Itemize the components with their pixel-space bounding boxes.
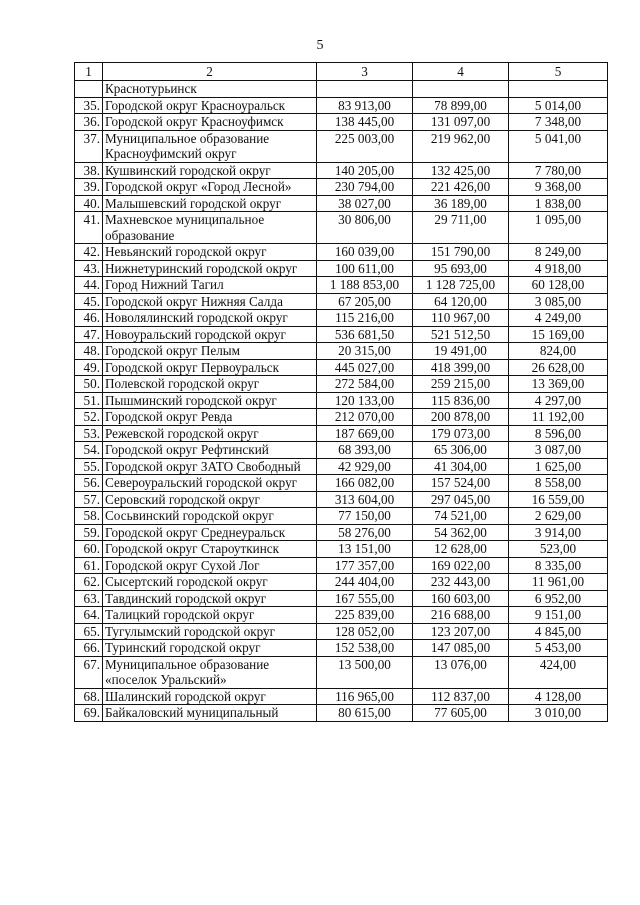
value-col-3: 160 039,00 bbox=[317, 244, 413, 261]
row-number: 61. bbox=[75, 557, 103, 574]
value-col-5: 3 010,00 bbox=[509, 705, 608, 722]
value-col-5: 1 838,00 bbox=[509, 195, 608, 212]
value-col-4: 65 306,00 bbox=[413, 442, 509, 459]
table-row bbox=[75, 130, 608, 162]
municipality-name: Городской округ Пелым bbox=[103, 343, 317, 360]
table-row bbox=[75, 557, 608, 574]
value-col-3: 445 027,00 bbox=[317, 359, 413, 376]
value-col-4: 151 790,00 bbox=[413, 244, 509, 261]
municipality-name: Городской округ Рефтинский bbox=[103, 442, 317, 459]
municipality-name: Городской округ ЗАТО Свободный bbox=[103, 458, 317, 475]
table-row bbox=[75, 162, 608, 179]
value-col-5: 13 369,00 bbox=[509, 376, 608, 393]
value-col-4: 1 128 725,00 bbox=[413, 277, 509, 294]
row-number: 48. bbox=[75, 343, 103, 360]
value-col-5: 523,00 bbox=[509, 541, 608, 558]
value-col-5: 1 095,00 bbox=[509, 212, 608, 244]
value-col-4: 54 362,00 bbox=[413, 524, 509, 541]
table-row bbox=[75, 590, 608, 607]
budget-table bbox=[74, 62, 608, 722]
value-col-4: 157 524,00 bbox=[413, 475, 509, 492]
table-row bbox=[75, 195, 608, 212]
value-col-3: 177 357,00 bbox=[317, 557, 413, 574]
value-col-5 bbox=[509, 81, 608, 98]
table-row bbox=[75, 392, 608, 409]
table-row bbox=[75, 524, 608, 541]
value-col-3: 38 027,00 bbox=[317, 195, 413, 212]
row-number: 59. bbox=[75, 524, 103, 541]
value-col-3: 58 276,00 bbox=[317, 524, 413, 541]
row-number: 39. bbox=[75, 179, 103, 196]
municipality-name: Махневское муниципальное образование bbox=[103, 212, 317, 244]
value-col-4: 123 207,00 bbox=[413, 623, 509, 640]
value-col-5: 3 914,00 bbox=[509, 524, 608, 541]
value-col-5: 4 128,00 bbox=[509, 688, 608, 705]
municipality-name: Городской округ «Город Лесной» bbox=[103, 179, 317, 196]
table-row bbox=[75, 409, 608, 426]
row-number: 40. bbox=[75, 195, 103, 212]
row-number: 64. bbox=[75, 607, 103, 624]
value-col-3: 244 404,00 bbox=[317, 574, 413, 591]
value-col-5: 5 014,00 bbox=[509, 97, 608, 114]
row-number: 43. bbox=[75, 260, 103, 277]
table-row bbox=[75, 607, 608, 624]
municipality-name: Режевской городской округ bbox=[103, 425, 317, 442]
table-row bbox=[75, 508, 608, 525]
value-col-3: 128 052,00 bbox=[317, 623, 413, 640]
value-col-5: 9 368,00 bbox=[509, 179, 608, 196]
row-number bbox=[75, 81, 103, 98]
value-col-5: 60 128,00 bbox=[509, 277, 608, 294]
value-col-4: 115 836,00 bbox=[413, 392, 509, 409]
header-col-4: 4 bbox=[413, 63, 509, 81]
row-number: 46. bbox=[75, 310, 103, 327]
municipality-name: Малышевский городской округ bbox=[103, 195, 317, 212]
municipality-name: Пышминский городской округ bbox=[103, 392, 317, 409]
table-row bbox=[75, 458, 608, 475]
value-col-3: 313 604,00 bbox=[317, 491, 413, 508]
value-col-4: 95 693,00 bbox=[413, 260, 509, 277]
header-col-3: 3 bbox=[317, 63, 413, 81]
value-col-3: 138 445,00 bbox=[317, 114, 413, 131]
value-col-3: 225 839,00 bbox=[317, 607, 413, 624]
header-col-1: 1 bbox=[75, 63, 103, 81]
value-col-3: 13 500,00 bbox=[317, 656, 413, 688]
municipality-name: Нижнетуринский городской округ bbox=[103, 260, 317, 277]
row-number: 56. bbox=[75, 475, 103, 492]
value-col-5: 16 559,00 bbox=[509, 491, 608, 508]
value-col-4: 160 603,00 bbox=[413, 590, 509, 607]
table-row bbox=[75, 574, 608, 591]
value-col-5: 4 297,00 bbox=[509, 392, 608, 409]
value-col-4: 77 605,00 bbox=[413, 705, 509, 722]
value-col-3: 100 611,00 bbox=[317, 260, 413, 277]
table-row bbox=[75, 114, 608, 131]
value-col-4: 36 189,00 bbox=[413, 195, 509, 212]
row-number: 55. bbox=[75, 458, 103, 475]
municipality-name: Городской округ Ревда bbox=[103, 409, 317, 426]
table-row bbox=[75, 343, 608, 360]
value-col-3: 83 913,00 bbox=[317, 97, 413, 114]
municipality-name: Полевской городской округ bbox=[103, 376, 317, 393]
value-col-4: 41 304,00 bbox=[413, 458, 509, 475]
value-col-3: 1 188 853,00 bbox=[317, 277, 413, 294]
value-col-3: 187 669,00 bbox=[317, 425, 413, 442]
municipality-name: Городской округ Староуткинск bbox=[103, 541, 317, 558]
value-col-3: 42 929,00 bbox=[317, 458, 413, 475]
municipality-name: Муниципальное образование Красноуфимский округ bbox=[103, 130, 317, 162]
value-col-4: 132 425,00 bbox=[413, 162, 509, 179]
value-col-5: 8 335,00 bbox=[509, 557, 608, 574]
row-number: 67. bbox=[75, 656, 103, 688]
municipality-name: Байкаловский муниципальный bbox=[103, 705, 317, 722]
table-row bbox=[75, 97, 608, 114]
value-col-4: 74 521,00 bbox=[413, 508, 509, 525]
value-col-4: 13 076,00 bbox=[413, 656, 509, 688]
municipality-name: Талицкий городской округ bbox=[103, 607, 317, 624]
value-col-4: 179 073,00 bbox=[413, 425, 509, 442]
municipality-name: Сосьвинский городской округ bbox=[103, 508, 317, 525]
row-number: 52. bbox=[75, 409, 103, 426]
value-col-3: 167 555,00 bbox=[317, 590, 413, 607]
value-col-4: 200 878,00 bbox=[413, 409, 509, 426]
table-row bbox=[75, 359, 608, 376]
value-col-3: 225 003,00 bbox=[317, 130, 413, 162]
municipality-name: Кушвинский городской округ bbox=[103, 162, 317, 179]
value-col-3: 212 070,00 bbox=[317, 409, 413, 426]
municipality-name: Шалинский городской округ bbox=[103, 688, 317, 705]
value-col-3: 116 965,00 bbox=[317, 688, 413, 705]
row-number: 68. bbox=[75, 688, 103, 705]
municipality-name: Муниципальное образование «поселок Уральский» bbox=[103, 656, 317, 688]
municipality-name: Городской округ Нижняя Салда bbox=[103, 293, 317, 310]
row-number: 50. bbox=[75, 376, 103, 393]
table-row bbox=[75, 475, 608, 492]
row-number: 66. bbox=[75, 640, 103, 657]
value-col-5: 824,00 bbox=[509, 343, 608, 360]
value-col-4: 64 120,00 bbox=[413, 293, 509, 310]
value-col-5: 15 169,00 bbox=[509, 326, 608, 343]
table-row bbox=[75, 310, 608, 327]
value-col-3: 272 584,00 bbox=[317, 376, 413, 393]
value-col-3: 67 205,00 bbox=[317, 293, 413, 310]
value-col-4: 232 443,00 bbox=[413, 574, 509, 591]
value-col-4: 110 967,00 bbox=[413, 310, 509, 327]
page-number: 5 bbox=[316, 38, 324, 53]
value-col-4: 297 045,00 bbox=[413, 491, 509, 508]
municipality-name: Серовский городской округ bbox=[103, 491, 317, 508]
value-col-4: 219 962,00 bbox=[413, 130, 509, 162]
table-row bbox=[75, 212, 608, 244]
row-number: 49. bbox=[75, 359, 103, 376]
value-col-5: 1 625,00 bbox=[509, 458, 608, 475]
row-number: 38. bbox=[75, 162, 103, 179]
value-col-5: 7 348,00 bbox=[509, 114, 608, 131]
value-col-3: 536 681,50 bbox=[317, 326, 413, 343]
value-col-5: 6 952,00 bbox=[509, 590, 608, 607]
municipality-name: Североуральский городской округ bbox=[103, 475, 317, 492]
value-col-4: 259 215,00 bbox=[413, 376, 509, 393]
value-col-3: 30 806,00 bbox=[317, 212, 413, 244]
value-col-4: 78 899,00 bbox=[413, 97, 509, 114]
value-col-5: 8 596,00 bbox=[509, 425, 608, 442]
table-row bbox=[75, 376, 608, 393]
row-number: 65. bbox=[75, 623, 103, 640]
value-col-5: 2 629,00 bbox=[509, 508, 608, 525]
table-row bbox=[75, 425, 608, 442]
value-col-3 bbox=[317, 81, 413, 98]
table-row bbox=[75, 705, 608, 722]
table-row bbox=[75, 688, 608, 705]
table-row bbox=[75, 179, 608, 196]
value-col-5: 4 845,00 bbox=[509, 623, 608, 640]
table-row bbox=[75, 656, 608, 688]
row-number: 41. bbox=[75, 212, 103, 244]
value-col-5: 11 961,00 bbox=[509, 574, 608, 591]
municipality-name: Туринский городской округ bbox=[103, 640, 317, 657]
value-col-4: 216 688,00 bbox=[413, 607, 509, 624]
municipality-name: Городской округ Среднеуральск bbox=[103, 524, 317, 541]
value-col-3: 152 538,00 bbox=[317, 640, 413, 657]
value-col-4: 19 491,00 bbox=[413, 343, 509, 360]
value-col-3: 68 393,00 bbox=[317, 442, 413, 459]
table-body bbox=[75, 81, 608, 722]
table-row bbox=[75, 260, 608, 277]
table-row bbox=[75, 640, 608, 657]
value-col-5: 3 085,00 bbox=[509, 293, 608, 310]
row-number: 45. bbox=[75, 293, 103, 310]
table-row bbox=[75, 81, 608, 98]
municipality-name: Тугулымский городской округ bbox=[103, 623, 317, 640]
value-col-4: 112 837,00 bbox=[413, 688, 509, 705]
table-header-row bbox=[75, 63, 608, 81]
value-col-5: 11 192,00 bbox=[509, 409, 608, 426]
row-number: 63. bbox=[75, 590, 103, 607]
value-col-4: 147 085,00 bbox=[413, 640, 509, 657]
value-col-4: 131 097,00 bbox=[413, 114, 509, 131]
value-col-5: 26 628,00 bbox=[509, 359, 608, 376]
municipality-name: Городской округ Красноуфимск bbox=[103, 114, 317, 131]
row-number: 58. bbox=[75, 508, 103, 525]
value-col-3: 230 794,00 bbox=[317, 179, 413, 196]
value-col-3: 120 133,00 bbox=[317, 392, 413, 409]
table-row bbox=[75, 623, 608, 640]
table-row bbox=[75, 541, 608, 558]
value-col-4 bbox=[413, 81, 509, 98]
value-col-3: 115 216,00 bbox=[317, 310, 413, 327]
row-number: 60. bbox=[75, 541, 103, 558]
value-col-4: 12 628,00 bbox=[413, 541, 509, 558]
value-col-3: 80 615,00 bbox=[317, 705, 413, 722]
municipality-name: Городской округ Сухой Лог bbox=[103, 557, 317, 574]
municipality-name: Новолялинский городской округ bbox=[103, 310, 317, 327]
value-col-3: 140 205,00 bbox=[317, 162, 413, 179]
value-col-3: 20 315,00 bbox=[317, 343, 413, 360]
value-col-4: 521 512,50 bbox=[413, 326, 509, 343]
table-row bbox=[75, 491, 608, 508]
table-row bbox=[75, 293, 608, 310]
row-number: 35. bbox=[75, 97, 103, 114]
municipality-name: Тавдинский городской округ bbox=[103, 590, 317, 607]
value-col-5: 4 918,00 bbox=[509, 260, 608, 277]
municipality-name: Городской округ Первоуральск bbox=[103, 359, 317, 376]
value-col-3: 13 151,00 bbox=[317, 541, 413, 558]
municipality-name: Новоуральский городской округ bbox=[103, 326, 317, 343]
row-number: 54. bbox=[75, 442, 103, 459]
value-col-5: 5 453,00 bbox=[509, 640, 608, 657]
row-number: 47. bbox=[75, 326, 103, 343]
table-row bbox=[75, 326, 608, 343]
value-col-4: 418 399,00 bbox=[413, 359, 509, 376]
header-col-2: 2 bbox=[103, 63, 317, 81]
value-col-5: 424,00 bbox=[509, 656, 608, 688]
municipality-name: Сысертский городской округ bbox=[103, 574, 317, 591]
value-col-5: 9 151,00 bbox=[509, 607, 608, 624]
table-row bbox=[75, 442, 608, 459]
header-col-5: 5 bbox=[509, 63, 608, 81]
value-col-5: 3 087,00 bbox=[509, 442, 608, 459]
value-col-5: 5 041,00 bbox=[509, 130, 608, 162]
row-number: 51. bbox=[75, 392, 103, 409]
row-number: 42. bbox=[75, 244, 103, 261]
row-number: 36. bbox=[75, 114, 103, 131]
value-col-4: 169 022,00 bbox=[413, 557, 509, 574]
municipality-name: Город Нижний Тагил bbox=[103, 277, 317, 294]
municipality-name: Городской округ Красноуральск bbox=[103, 97, 317, 114]
row-number: 62. bbox=[75, 574, 103, 591]
municipality-name: Краснотурьинск bbox=[103, 81, 317, 98]
table-row bbox=[75, 277, 608, 294]
row-number: 37. bbox=[75, 130, 103, 162]
value-col-5: 8 558,00 bbox=[509, 475, 608, 492]
value-col-3: 166 082,00 bbox=[317, 475, 413, 492]
table-row bbox=[75, 244, 608, 261]
row-number: 69. bbox=[75, 705, 103, 722]
row-number: 57. bbox=[75, 491, 103, 508]
value-col-3: 77 150,00 bbox=[317, 508, 413, 525]
value-col-5: 8 249,00 bbox=[509, 244, 608, 261]
row-number: 53. bbox=[75, 425, 103, 442]
value-col-4: 29 711,00 bbox=[413, 212, 509, 244]
municipality-name: Невьянский городской округ bbox=[103, 244, 317, 261]
value-col-5: 4 249,00 bbox=[509, 310, 608, 327]
row-number: 44. bbox=[75, 277, 103, 294]
value-col-4: 221 426,00 bbox=[413, 179, 509, 196]
value-col-5: 7 780,00 bbox=[509, 162, 608, 179]
